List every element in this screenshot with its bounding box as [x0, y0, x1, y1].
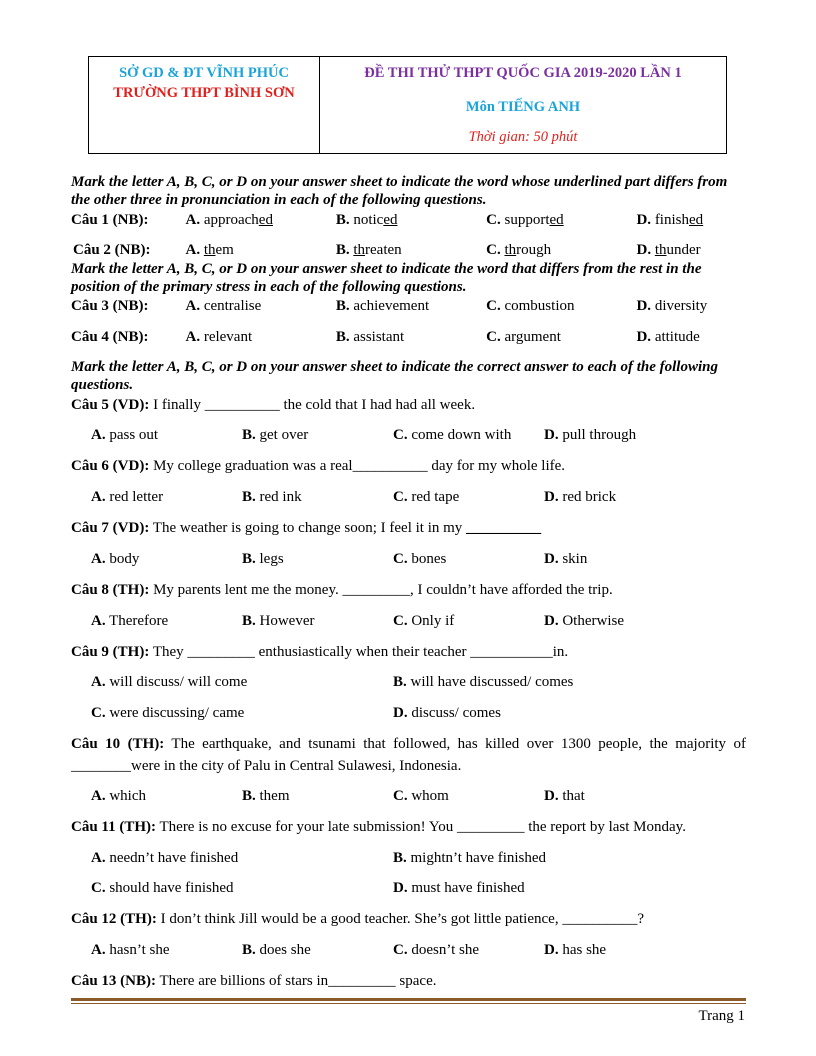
option-c: C. Only if	[393, 613, 455, 629]
question-6: Câu 6 (VD): My college graduation was a real__________ day for my whole life.	[71, 458, 566, 474]
options	[71, 785, 746, 807]
option-a: A. relevant	[185, 329, 253, 345]
option-d: D. has she	[544, 942, 607, 958]
question-label: Câu 4 (NB):	[71, 329, 149, 345]
option-d: D. attitude	[636, 329, 700, 345]
option-d: D. that	[544, 788, 585, 804]
option-b: B. noticed	[335, 212, 398, 228]
options	[71, 939, 746, 961]
option-c: C. whom	[393, 788, 449, 804]
option-b: B. mightn’t have finished	[393, 850, 547, 866]
question-9: Câu 9 (TH): They _________ enthusiastically when their teacher ___________in.	[71, 644, 569, 660]
option-b: B. legs	[242, 551, 284, 567]
section-instruction: Mark the letter A, B, C, or D on your answer sheet to indicate the word whose underlined part differs from the other three in pronunciation in each of the following questions.	[71, 174, 728, 208]
option-a: A. will discuss/ will come	[91, 674, 248, 690]
exam-header	[88, 56, 727, 154]
exam-info	[320, 57, 726, 153]
option-a: A. pass out	[91, 427, 159, 443]
options	[71, 702, 746, 724]
option-a: A. red letter	[91, 489, 164, 505]
question-label: Câu 1 (NB):	[71, 212, 149, 228]
option-a: A. them	[185, 242, 234, 258]
exam-content	[71, 173, 746, 992]
options	[71, 486, 746, 508]
option-d: D. red brick	[544, 489, 617, 505]
exam-title: ĐỀ THI THỬ THPT QUỐC GIA 2019-2020 LẦN 1	[364, 65, 682, 81]
option-d: D. finished	[636, 212, 704, 228]
question-5: Câu 5 (VD): I finally __________ the cold that I had had all week.	[71, 397, 476, 413]
option-d: D. diversity	[636, 298, 708, 314]
question-row	[71, 240, 746, 260]
option-b: B. will have discussed/ comes	[393, 674, 574, 690]
section-instruction: Mark the letter A, B, C, or D on your answer sheet to indicate the word that differs from the rest in the position of the primary stress in each of the following questions.	[71, 261, 702, 295]
option-b: B. them	[242, 788, 290, 804]
option-b: B. However	[242, 613, 315, 629]
options	[71, 548, 746, 570]
option-c: C. argument	[486, 329, 561, 345]
section-instruction: Mark the letter A, B, C, or D on your answer sheet to indicate the correct answer to each of the following questions.	[71, 359, 718, 393]
option-b: B. achievement	[335, 298, 430, 314]
option-c: C. were discussing/ came	[91, 705, 245, 721]
option-c: C. bones	[393, 551, 447, 567]
school-name: TRƯỜNG THPT BÌNH SƠN	[113, 85, 295, 101]
question-7: Câu 7 (VD): The weather is going to change soon; I feel it in my __________	[71, 520, 542, 536]
option-c: C. combustion	[486, 298, 575, 314]
exam-duration: Thời gian: 50 phút	[468, 129, 578, 145]
question-12: Câu 12 (TH): I don’t think Jill would be a good teacher. She’s got little patience, __________?	[71, 911, 644, 927]
option-a: A. which	[91, 788, 147, 804]
option-a: A. centralise	[185, 298, 262, 314]
option-c: C. doesn’t she	[393, 942, 479, 958]
option-c: C. through	[486, 242, 552, 258]
option-b: B. does she	[242, 942, 311, 958]
option-d: D. thunder	[636, 242, 701, 258]
option-c: C. red tape	[393, 489, 460, 505]
department-name: SỞ GD & ĐT VĨNH PHÚC	[119, 65, 289, 81]
subject-name: Môn TIẾNG ANH	[465, 99, 581, 115]
question-row	[71, 327, 746, 347]
option-d: D. skin	[544, 551, 588, 567]
options	[71, 610, 746, 632]
option-a: A. Therefore	[91, 613, 169, 629]
option-a: A. body	[91, 551, 140, 567]
option-b: B. assistant	[335, 329, 405, 345]
options	[71, 424, 746, 446]
question-label: Câu 2 (NB):	[73, 242, 151, 258]
question-13: Câu 13 (NB): There are billions of stars in_________ space.	[71, 973, 437, 989]
question-row	[71, 296, 746, 316]
question-10: Câu 10 (TH): The earthquake, and tsunami that followed, has killed over 1300 people, the majority of ________were in the city of Palu in Central Sulawesi, Indonesia.	[71, 736, 746, 774]
option-c: C. supported	[486, 212, 564, 228]
option-d: D. must have finished	[393, 880, 525, 896]
options	[71, 671, 746, 693]
option-b: B. threaten	[335, 242, 402, 258]
option-c: C. should have finished	[91, 880, 234, 896]
footer-divider	[71, 998, 746, 1001]
option-d: D. discuss/ comes	[393, 705, 501, 721]
question-label: Câu 3 (NB):	[71, 298, 149, 314]
option-d: D. pull through	[544, 427, 637, 443]
options	[71, 847, 746, 869]
option-a: A. hasn’t she	[91, 942, 170, 958]
option-b: B. red ink	[242, 489, 302, 505]
school-info	[89, 57, 320, 153]
option-a: A. approached	[185, 212, 273, 228]
option-c: C. come down with	[393, 427, 512, 443]
option-d: D. Otherwise	[544, 613, 624, 629]
options	[71, 877, 746, 899]
question-8: Câu 8 (TH): My parents lent me the money. _________, I couldn’t have afforded the trip.	[71, 582, 613, 598]
footer-divider-thin	[71, 1003, 746, 1004]
page-number: Trang 1	[698, 1008, 745, 1024]
option-a: A. needn’t have finished	[91, 850, 239, 866]
question-row	[71, 210, 746, 230]
option-b: B. get over	[242, 427, 309, 443]
question-11: Câu 11 (TH): There is no excuse for your late submission! You _________ the report by last Monday.	[71, 819, 686, 835]
